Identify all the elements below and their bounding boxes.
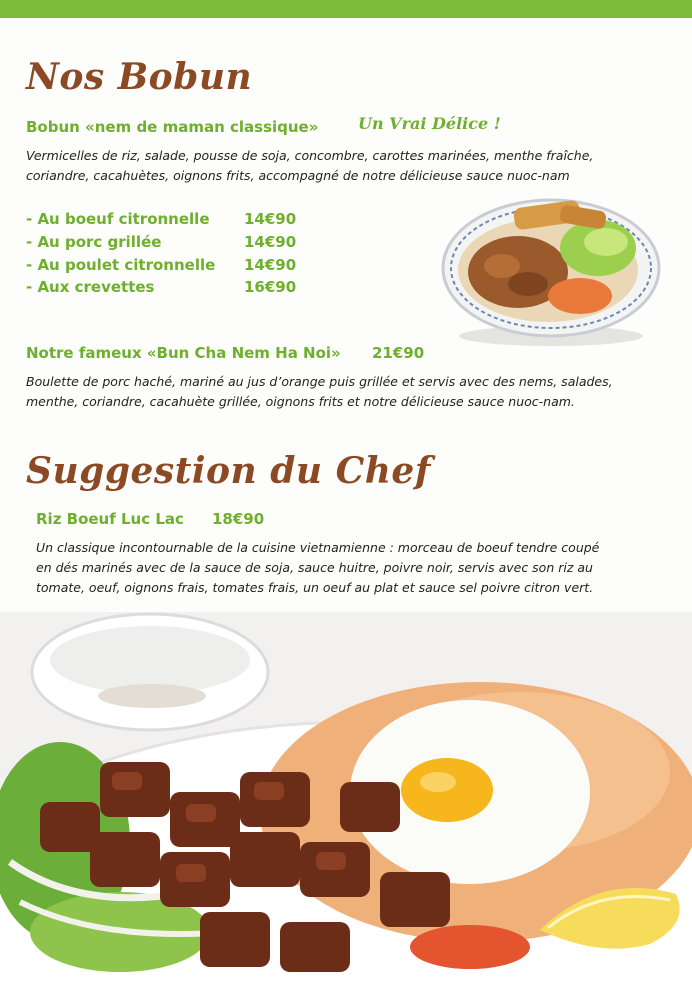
- option-label: - Au boeuf citronnelle: [26, 210, 210, 228]
- dish-description-luc-lac: [36, 538, 599, 598]
- option-price: 14€90: [244, 210, 297, 228]
- dish-price-bun-cha: 21€90: [372, 344, 425, 362]
- option-price: 14€90: [244, 233, 297, 251]
- option-label: - Au poulet citronnelle: [26, 256, 216, 274]
- option-price: 14€90: [244, 256, 297, 274]
- option-label: - Aux crevettes: [26, 278, 155, 296]
- option-price: 16€90: [244, 278, 297, 296]
- dish-price-luc-lac: 18€90: [212, 510, 265, 528]
- dish-description-bun-cha: [26, 372, 613, 412]
- luc-lac-dish-image: [0, 612, 692, 1000]
- desc-line: Vermicelles de riz, salade, pousse de soja, concombre, carottes marinées, menthe fraîche,: [26, 148, 594, 163]
- dish-description-bobun: [26, 146, 593, 186]
- option-label: - Au porc grillée: [26, 233, 162, 251]
- dish-name-bobun: Bobun «nem de maman classique»: [26, 118, 319, 136]
- desc-line: Boulette de porc haché, mariné au jus d’orange puis grillée et servis avec des nems, salades,: [26, 374, 613, 389]
- desc-line: menthe, coriandre, cacahuète grillée, oignons frits et notre délicieuse sauce nuoc-nam.: [26, 394, 575, 409]
- dish-name-luc-lac: Riz Boeuf Luc Lac: [36, 510, 184, 528]
- bobun-bowl-image: [440, 186, 662, 350]
- desc-line: Un classique incontournable de la cuisine vietnamienne : morceau de boeuf tendre coupé: [36, 540, 600, 555]
- dish-name-bun-cha: Notre fameux «Bun Cha Nem Ha Noi»: [26, 344, 341, 362]
- desc-line: tomate, oeuf, oignons frais, tomates frais, un oeuf au plat et sauce sel poivre citron vert.: [36, 580, 594, 595]
- section-title-chef: Suggestion du Chef: [26, 450, 431, 492]
- background-ghost-text: [400, 62, 410, 97]
- section-title-bobun: Nos Bobun: [26, 56, 253, 98]
- top-green-bar: [0, 0, 692, 18]
- slogan: Un Vrai Délice !: [358, 114, 501, 133]
- desc-line: en dés marinés avec de la sauce de soja, sauce huitre, poivre noir, servis avec son riz au: [36, 560, 593, 575]
- desc-line: coriandre, cacahuètes, oignons frits, accompagné de notre délicieuse sauce nuoc-nam: [26, 168, 570, 183]
